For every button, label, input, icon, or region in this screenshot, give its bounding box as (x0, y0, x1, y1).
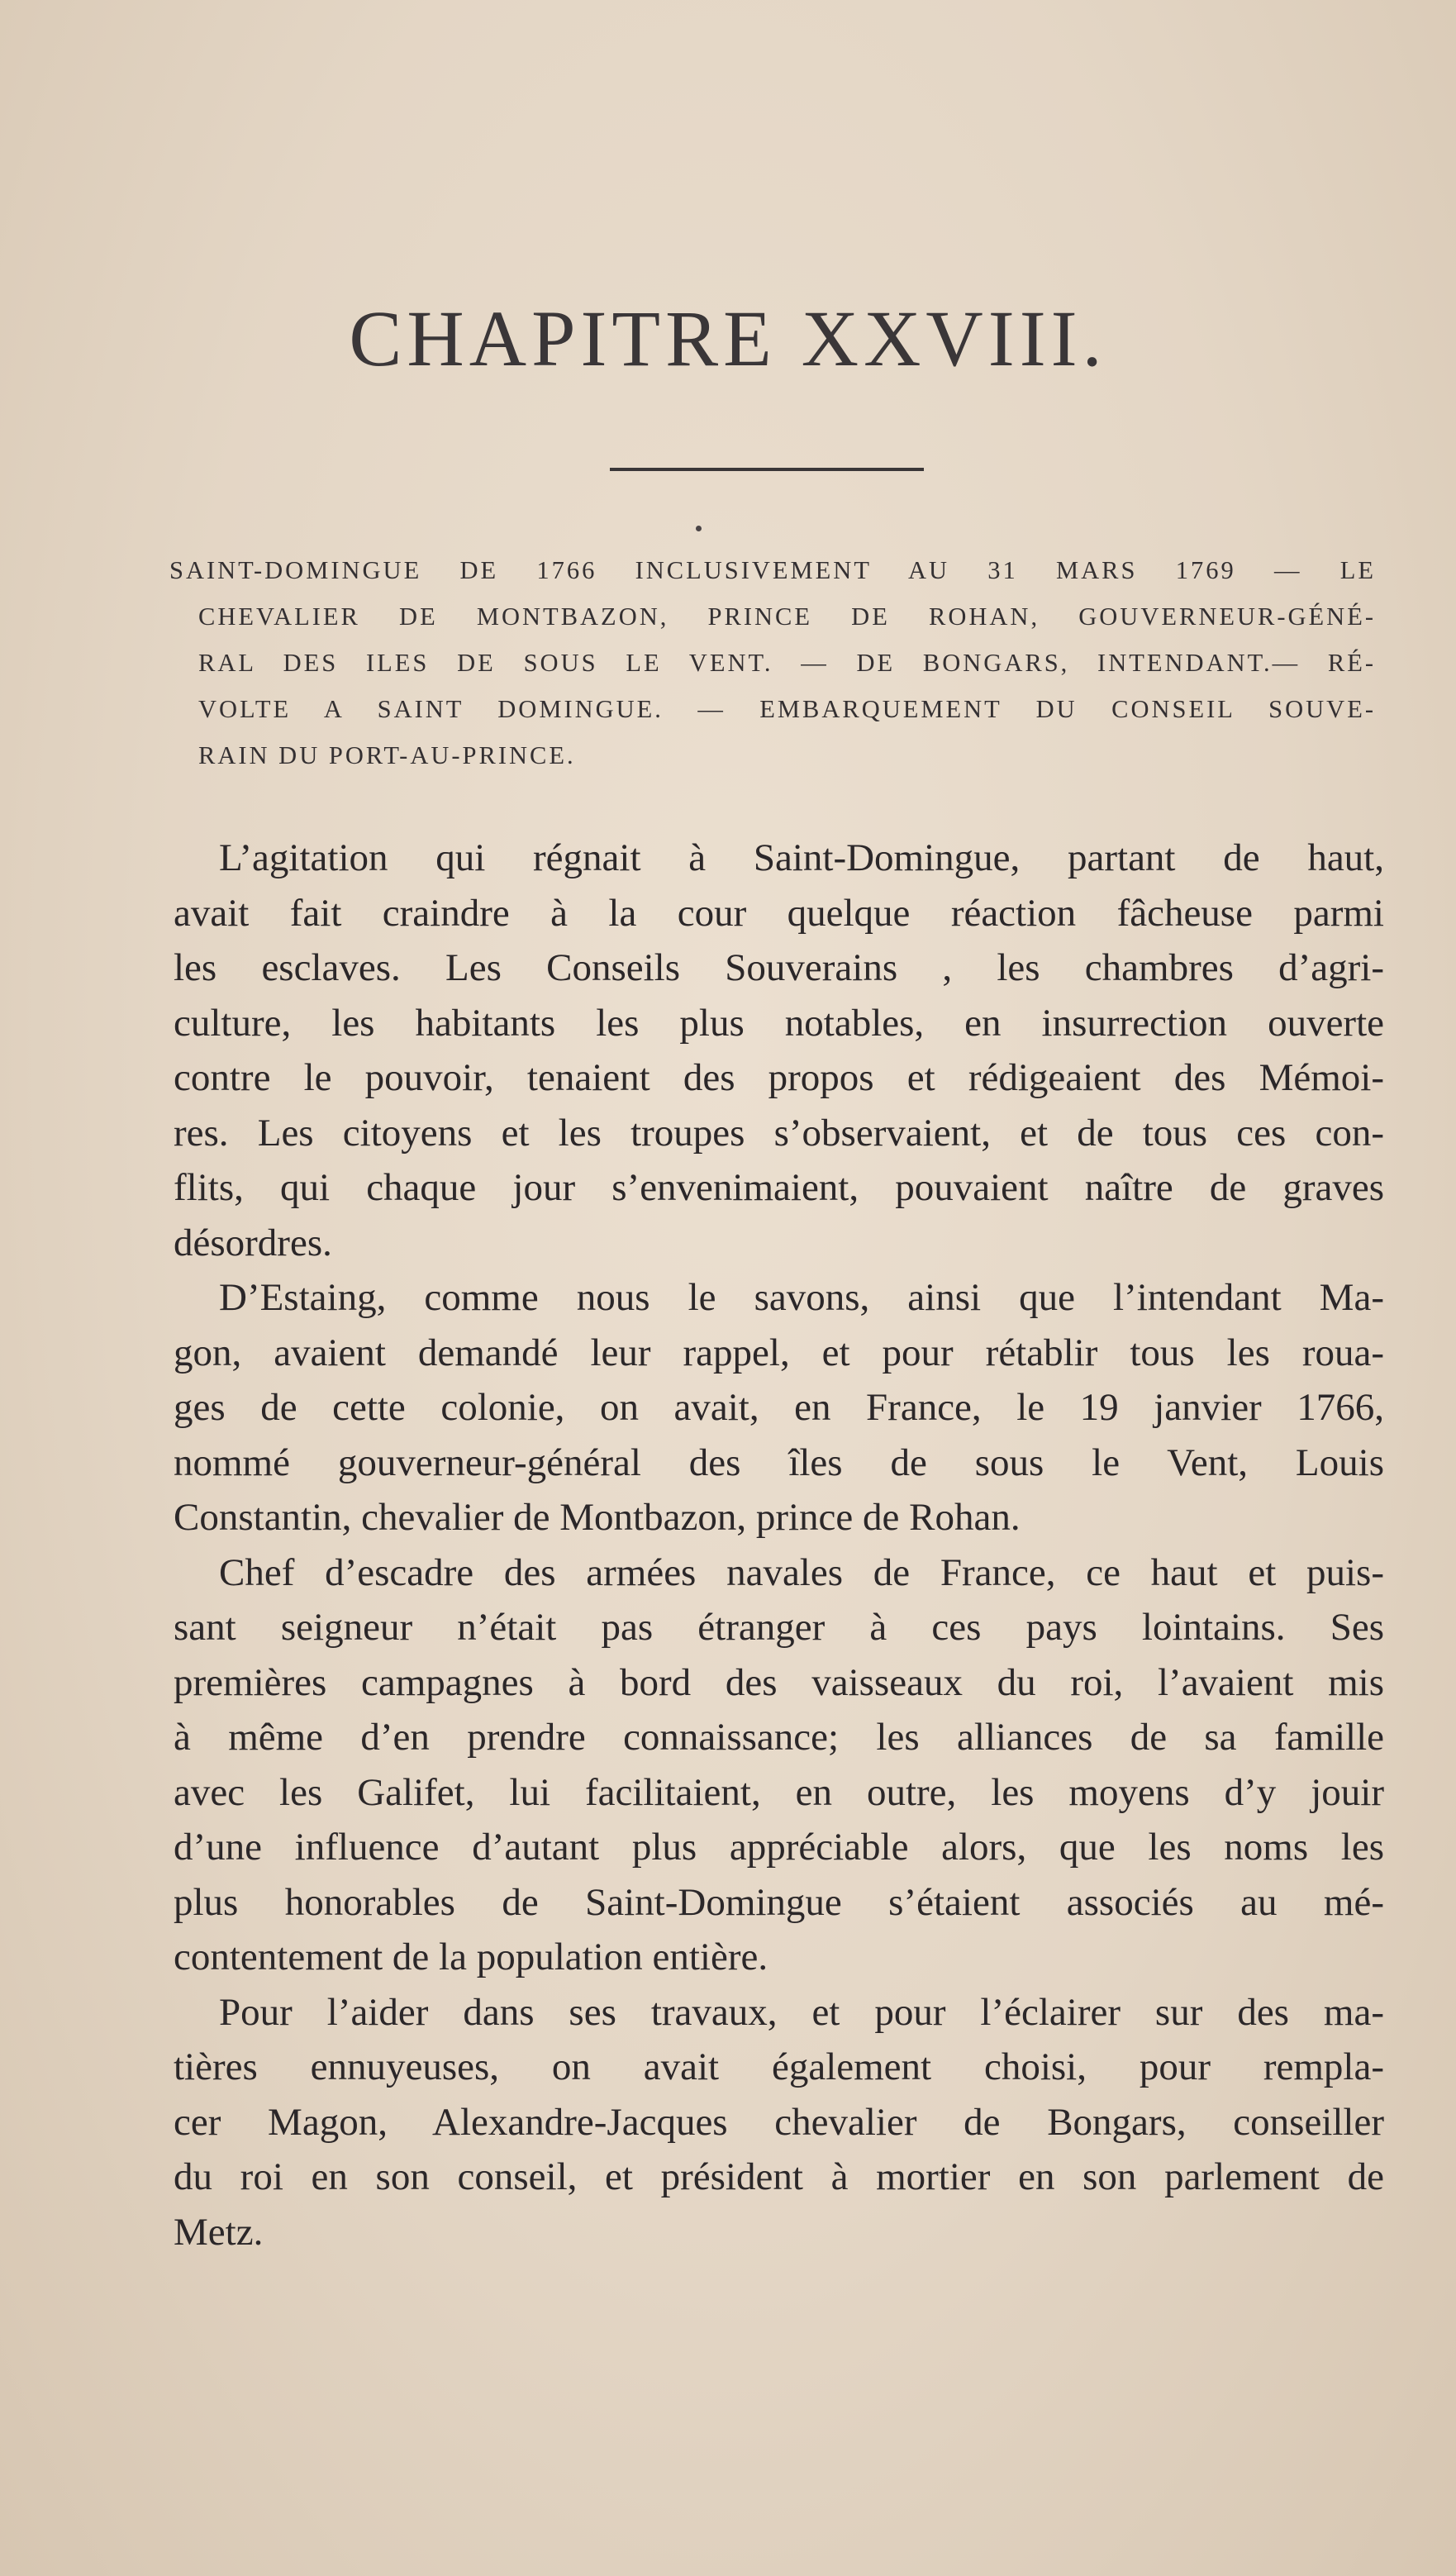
text-line: sant seigneur n’était pas étranger à ces pays lointains. Ses (174, 1606, 1384, 1649)
summary-line: SAINT-DOMINGUE DE 1766 INCLUSIVEMENT AU 31 MARS 1769 — LE (169, 556, 1376, 584)
ornament-dot (696, 526, 702, 531)
text-line: désordres. (174, 1221, 332, 1264)
text-line: premières campagnes à bord des vaisseaux du roi, l’avaient mis (174, 1660, 1384, 1704)
chapter-summary (169, 547, 1376, 779)
text-line: nommé gouverneur-général des îles de sous le Vent, Louis (174, 1440, 1384, 1484)
paragraph (174, 831, 1384, 1270)
summary-line: RAIN DU PORT-AU-PRINCE. (198, 741, 576, 769)
text-line: D’Estaing, comme nous le savons, ainsi que l’intendant Ma- (219, 1276, 1384, 1319)
text-line: cer Magon, Alexandre-Jacques chevalier de Bongars, conseiller (174, 2100, 1384, 2144)
paragraph (174, 1270, 1384, 1545)
text-line: ges de cette colonie, on avait, en France, le 19 janvier 1766, (174, 1386, 1384, 1429)
text-line: d’une influence d’autant plus appréciable alors, que les noms les (174, 1826, 1384, 1869)
text-line: gon, avaient demandé leur rappel, et pour rétablir tous les roua- (174, 1331, 1384, 1374)
summary-line: RAL DES ILES DE SOUS LE VENT. — DE BONGARS, INTENDANT.— RÉ- (198, 649, 1376, 677)
text-line: à même d’en prendre connaissance; les alliances de sa famille (174, 1716, 1384, 1759)
text-line: contre le pouvoir, tenaient des propos et rédigeaient des Mémoi- (174, 1056, 1384, 1099)
text-line: Pour l’aider dans ses travaux, et pour l’éclairer sur des ma- (219, 1990, 1384, 2034)
text-line: du roi en son conseil, et président à mortier en son parlement de (174, 2155, 1384, 2198)
text-line: tières ennuyeuses, on avait également choisi, pour rempla- (174, 2045, 1384, 2088)
title-rule-divider (610, 468, 924, 471)
text-line: L’agitation qui régnait à Saint-Domingue, partant de haut, (219, 836, 1384, 879)
chapter-title: CHAPITRE XXVIII. (349, 294, 1107, 383)
text-line: flits, qui chaque jour s’envenimaient, pouvaient naître de graves (174, 1166, 1384, 1209)
text-line: les esclaves. Les Conseils Souverains , les chambres d’agri- (174, 946, 1384, 989)
text-line: plus honorables de Saint-Domingue s’étaient associés au mé- (174, 1880, 1384, 1924)
summary-line: VOLTE A SAINT DOMINGUE. — EMBARQUEMENT DU CONSEIL SOUVE- (198, 695, 1376, 723)
body-text (174, 831, 1384, 2259)
text-line: Constantin, chevalier de Montbazon, prince de Rohan. (174, 1496, 1021, 1539)
text-line: culture, les habitants les plus notables, en insurrection ouverte (174, 1001, 1384, 1045)
paragraph (174, 1545, 1384, 1985)
text-line: avait fait craindre à la cour quelque réaction fâcheuse parmi (174, 891, 1384, 935)
text-line: contentement de la population entière. (174, 1936, 768, 1978)
text-line: Chef d’escadre des armées navales de France, ce haut et puis- (219, 1550, 1384, 1594)
text-line: res. Les citoyens et les troupes s’observaient, et de tous ces con- (174, 1111, 1384, 1155)
text-line: avec les Galifet, lui facilitaient, en outre, les moyens d’y jouir (174, 1770, 1384, 1814)
paragraph (174, 1985, 1384, 2260)
summary-line: CHEVALIER DE MONTBAZON, PRINCE DE ROHAN, GOUVERNEUR-GÉNÉ- (198, 602, 1376, 631)
text-line: Metz. (174, 2210, 264, 2254)
